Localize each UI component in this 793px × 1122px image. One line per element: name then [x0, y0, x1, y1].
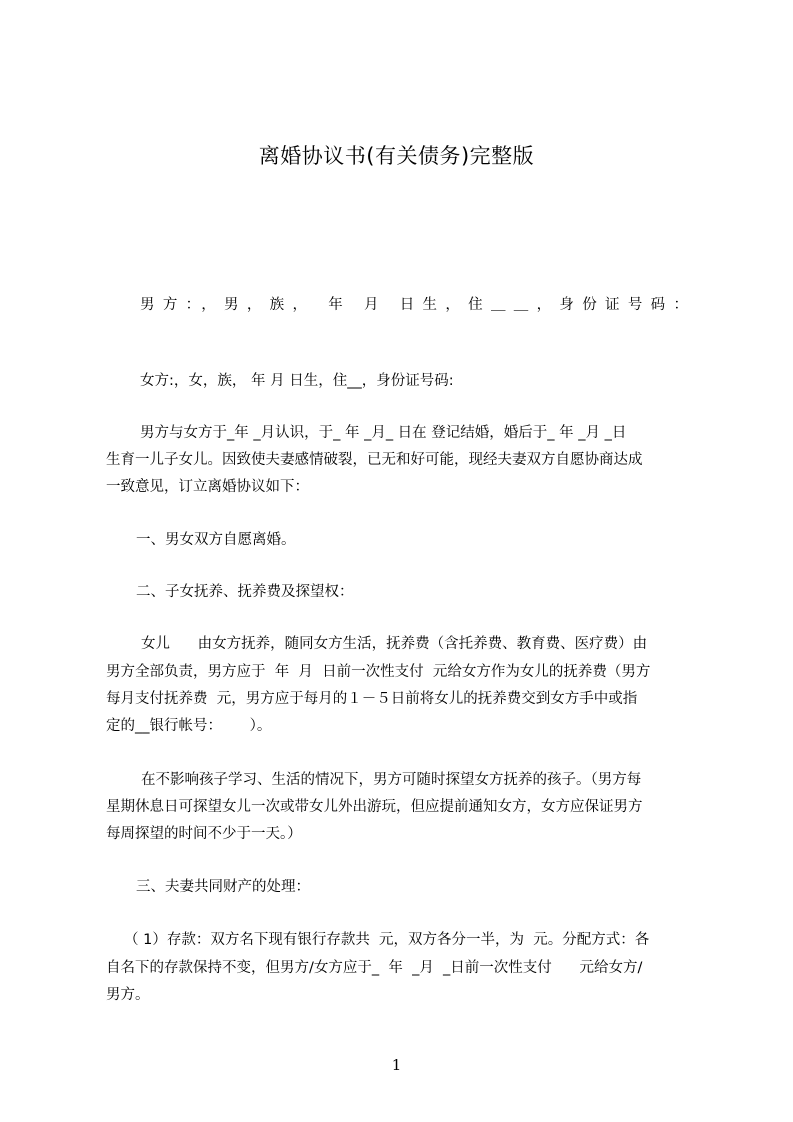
section-3-heading: 三、夫妻共同财产的处理： — [136, 879, 310, 895]
female-party-line: 女方:，女，族， 年 月 日生，住__，身份证号码: — [140, 373, 454, 389]
section-1-heading: 一、男女双方自愿离婚。 — [136, 532, 296, 548]
intro-line-3: 一致意见，订立离婚协议如下： — [106, 479, 309, 495]
deposit-line-1: （ 1）存款：双方名下现有银行存款共 元，双方各分一半，为 元。分配方式：各 — [124, 932, 650, 948]
intro-line-2: 生育一儿子女儿。因致使夫妻感情破裂，已无和好可能，现经夫妻双方自愿协商达成 — [106, 452, 643, 468]
custody-line-2: 男方全部负责，男方应于 年 月 日前一次性支付 元给女方作为女儿的抚养费（男方 — [106, 664, 651, 680]
deposit-line-3: 男方。 — [106, 987, 150, 1003]
deposit-line-2: 自名下的存款保持不变，但男方/女方应于_ 年 _月 _日前一次性支付 元给女方/ — [106, 960, 643, 976]
intro-line-1: 男方与女方于_年 _月认识，于_ 年 _月_ 日在 登记结婚，婚后于_ 年 _月 _日 — [140, 425, 627, 441]
custody-line-4: 定的__银行帐号： ）。 — [106, 718, 272, 734]
visitation-line-2: 星期休息日可探望女儿一次或带女儿外出游玩，但应提前通知女方，女方应保证男方 — [106, 799, 643, 815]
custody-line-3: 每月支付抚养费 元，男方应于每月的１－５日前将女儿的抚养费交到女方手中或指 — [106, 691, 638, 707]
custody-line-1: 女儿 由女方抚养，随同女方生活，抚养费（含托养费、教育费、医疗费）由 — [141, 636, 648, 652]
document-title: 离婚协议书(有关债务)完整版 — [258, 144, 535, 168]
visitation-line-1: 在不影响孩子学习、生活的情况下，男方可随时探望女方抚养的孩子。（男方每 — [141, 772, 642, 788]
section-2-heading: 二、子女抚养、抚养费及探望权： — [136, 584, 354, 600]
visitation-line-3: 每周探望的时间不少于一天。） — [106, 826, 302, 842]
page-number: 1 — [391, 1056, 402, 1074]
male-party-line: 男方：，男，族， 年 月 日生，住＿＿，身份证号码： — [140, 297, 688, 313]
